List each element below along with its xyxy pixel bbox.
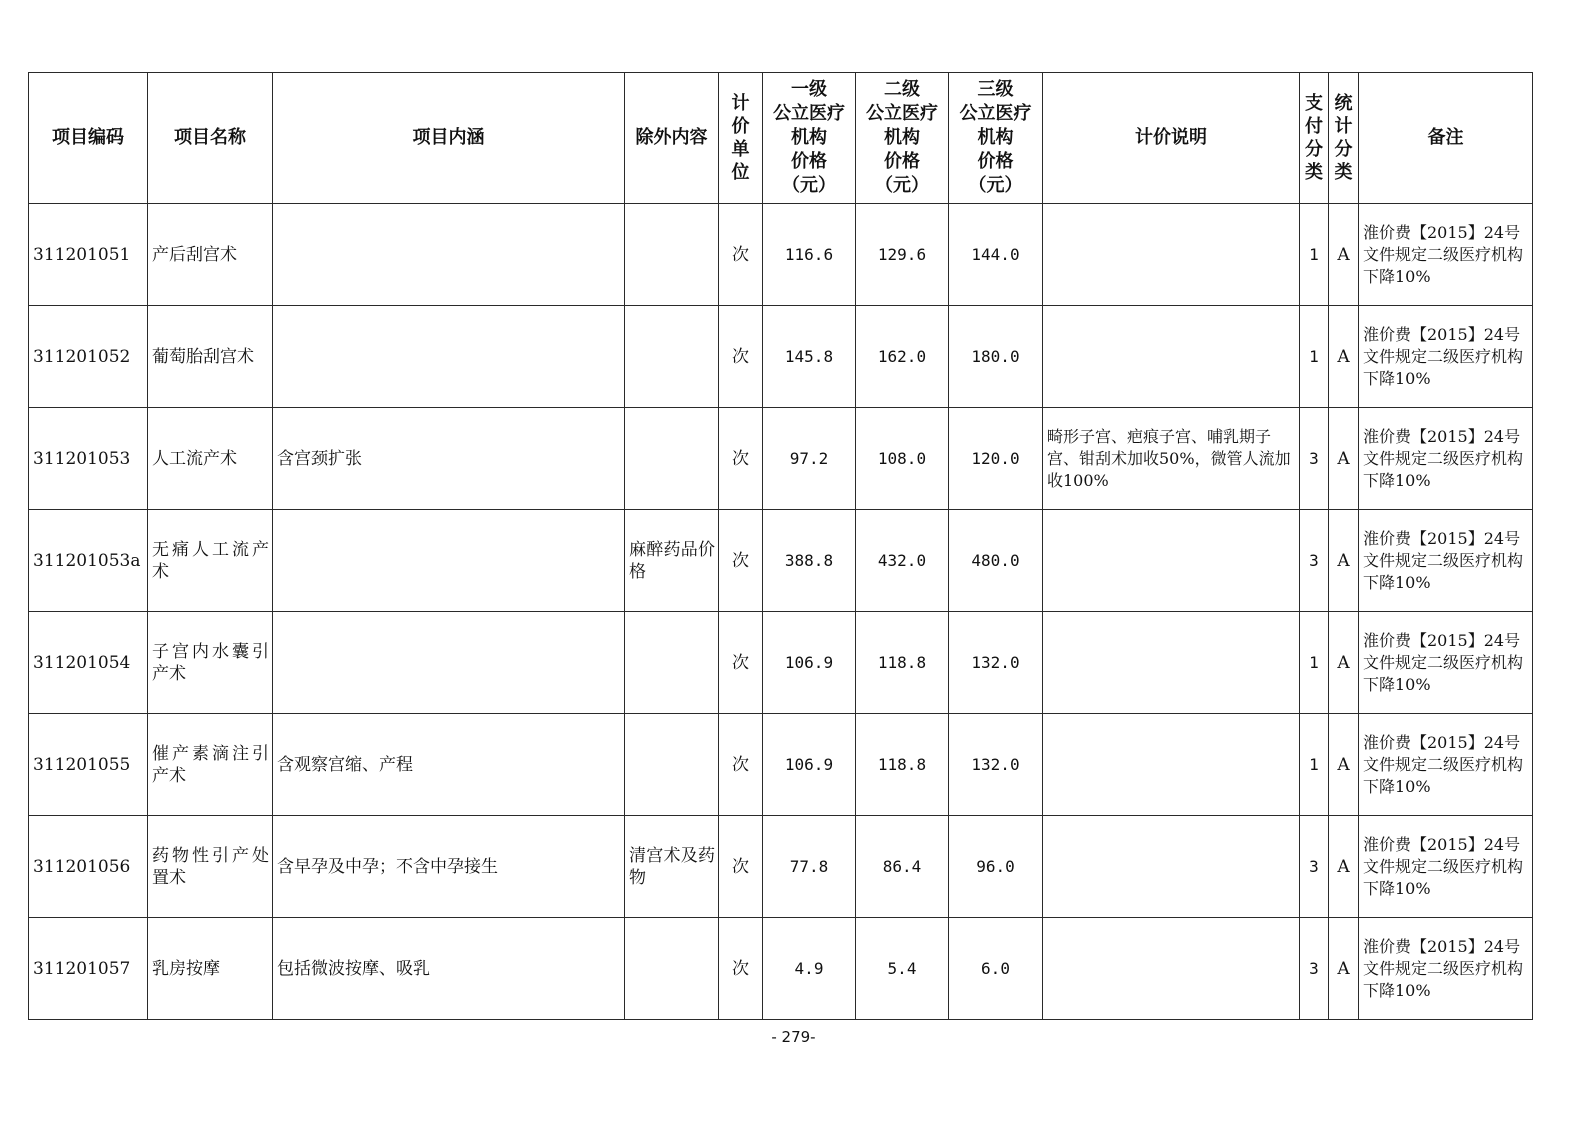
cell-remark: 淮价费【2015】24号文件规定二级医疗机构下降10% [1359,510,1533,612]
cell-price-level2: 86.4 [856,816,949,918]
cell-price-level2: 432.0 [856,510,949,612]
header-price-level3: 三级 公立医疗 机构 价格 （元） [949,73,1043,204]
table-row [29,510,1533,612]
cell-exclusions: 清宫术及药物 [625,816,719,918]
header-payment-class: 支付分类 [1300,73,1329,204]
cell-price-level1: 77.8 [763,816,856,918]
cell-unit: 次 [719,816,763,918]
page-number: - 279- [771,1028,816,1046]
cell-payment-class: 1 [1300,306,1329,408]
cell-unit: 次 [719,510,763,612]
cell-code: 311201056 [29,816,148,918]
table-row [29,408,1533,510]
cell-price-level3: 120.0 [949,408,1043,510]
cell-pricing-note [1043,816,1300,918]
cell-payment-class: 3 [1300,510,1329,612]
cell-price-level3: 6.0 [949,918,1043,1020]
cell-price-level1: 97.2 [763,408,856,510]
cell-name: 葡萄胎刮宫术 [148,306,273,408]
cell-remark: 淮价费【2015】24号文件规定二级医疗机构下降10% [1359,816,1533,918]
cell-pricing-note [1043,510,1300,612]
cell-pricing-note [1043,918,1300,1020]
cell-name: 产后刮宫术 [148,204,273,306]
cell-price-level3: 144.0 [949,204,1043,306]
cell-stat-class: A [1329,612,1359,714]
cell-code: 311201051 [29,204,148,306]
cell-payment-class: 3 [1300,816,1329,918]
header-price-level2: 二级 公立医疗 机构 价格 （元） [856,73,949,204]
table-row [29,306,1533,408]
table-row [29,918,1533,1020]
table-row [29,816,1533,918]
cell-code: 311201057 [29,918,148,1020]
cell-price-level3: 132.0 [949,714,1043,816]
cell-price-level2: 108.0 [856,408,949,510]
cell-unit: 次 [719,408,763,510]
table-row [29,612,1533,714]
cell-price-level1: 145.8 [763,306,856,408]
cell-content [273,306,625,408]
cell-unit: 次 [719,306,763,408]
cell-unit: 次 [719,612,763,714]
cell-price-level1: 106.9 [763,714,856,816]
cell-price-level1: 4.9 [763,918,856,1020]
cell-pricing-note [1043,612,1300,714]
cell-content: 含早孕及中孕；不含中孕接生 [273,816,625,918]
cell-payment-class: 1 [1300,204,1329,306]
cell-remark: 淮价费【2015】24号文件规定二级医疗机构下降10% [1359,306,1533,408]
cell-remark: 淮价费【2015】24号文件规定二级医疗机构下降10% [1359,408,1533,510]
cell-remark: 淮价费【2015】24号文件规定二级医疗机构下降10% [1359,714,1533,816]
cell-exclusions [625,918,719,1020]
cell-code: 311201054 [29,612,148,714]
cell-price-level1: 106.9 [763,612,856,714]
cell-payment-class: 1 [1300,714,1329,816]
cell-price-level2: 118.8 [856,714,949,816]
cell-code: 311201052 [29,306,148,408]
cell-name: 药物性引产处置术 [148,816,273,918]
cell-code: 311201055 [29,714,148,816]
cell-pricing-note: 畸形子宫、疤痕子宫、哺乳期子宫、钳刮术加收50%，微管人流加收100% [1043,408,1300,510]
cell-price-level3: 180.0 [949,306,1043,408]
cell-content: 包括微波按摩、吸乳 [273,918,625,1020]
cell-stat-class: A [1329,816,1359,918]
table-body [29,204,1533,1020]
cell-exclusions [625,204,719,306]
cell-name: 子宫内水囊引产术 [148,612,273,714]
cell-pricing-note [1043,714,1300,816]
cell-name: 乳房按摩 [148,918,273,1020]
header-stat-class: 统计分类 [1329,73,1359,204]
cell-exclusions [625,612,719,714]
cell-name: 催产素滴注引产术 [148,714,273,816]
header-code: 项目编码 [29,73,148,204]
price-table [28,72,1533,1020]
header-remark: 备注 [1359,73,1533,204]
header-price-level1: 一级 公立医疗 机构 价格 （元） [763,73,856,204]
header-unit: 计价单位 [719,73,763,204]
cell-code: 311201053a [29,510,148,612]
cell-payment-class: 3 [1300,408,1329,510]
cell-content [273,204,625,306]
cell-price-level1: 116.6 [763,204,856,306]
cell-remark: 淮价费【2015】24号文件规定二级医疗机构下降10% [1359,204,1533,306]
cell-price-level3: 132.0 [949,612,1043,714]
cell-content [273,510,625,612]
cell-stat-class: A [1329,714,1359,816]
cell-pricing-note [1043,306,1300,408]
cell-remark: 淮价费【2015】24号文件规定二级医疗机构下降10% [1359,918,1533,1020]
cell-payment-class: 3 [1300,918,1329,1020]
cell-name: 人工流产术 [148,408,273,510]
cell-stat-class: A [1329,918,1359,1020]
header-content: 项目内涵 [273,73,625,204]
cell-unit: 次 [719,714,763,816]
cell-stat-class: A [1329,204,1359,306]
cell-price-level2: 5.4 [856,918,949,1020]
cell-content: 含观察宫缩、产程 [273,714,625,816]
cell-exclusions [625,408,719,510]
cell-unit: 次 [719,918,763,1020]
cell-stat-class: A [1329,306,1359,408]
header-name: 项目名称 [148,73,273,204]
cell-price-level2: 129.6 [856,204,949,306]
cell-price-level3: 480.0 [949,510,1043,612]
cell-price-level2: 118.8 [856,612,949,714]
table-row [29,204,1533,306]
header-row [29,73,1533,204]
header-exclusions: 除外内容 [625,73,719,204]
header-pricing-note: 计价说明 [1043,73,1300,204]
cell-exclusions [625,714,719,816]
cell-content [273,612,625,714]
cell-unit: 次 [719,204,763,306]
table-row [29,714,1533,816]
cell-price-level1: 388.8 [763,510,856,612]
cell-name: 无痛人工流产术 [148,510,273,612]
cell-exclusions: 麻醉药品价格 [625,510,719,612]
cell-exclusions [625,306,719,408]
cell-payment-class: 1 [1300,612,1329,714]
cell-content: 含宫颈扩张 [273,408,625,510]
cell-code: 311201053 [29,408,148,510]
cell-price-level2: 162.0 [856,306,949,408]
cell-pricing-note [1043,204,1300,306]
cell-remark: 淮价费【2015】24号文件规定二级医疗机构下降10% [1359,612,1533,714]
cell-stat-class: A [1329,510,1359,612]
cell-stat-class: A [1329,408,1359,510]
cell-price-level3: 96.0 [949,816,1043,918]
